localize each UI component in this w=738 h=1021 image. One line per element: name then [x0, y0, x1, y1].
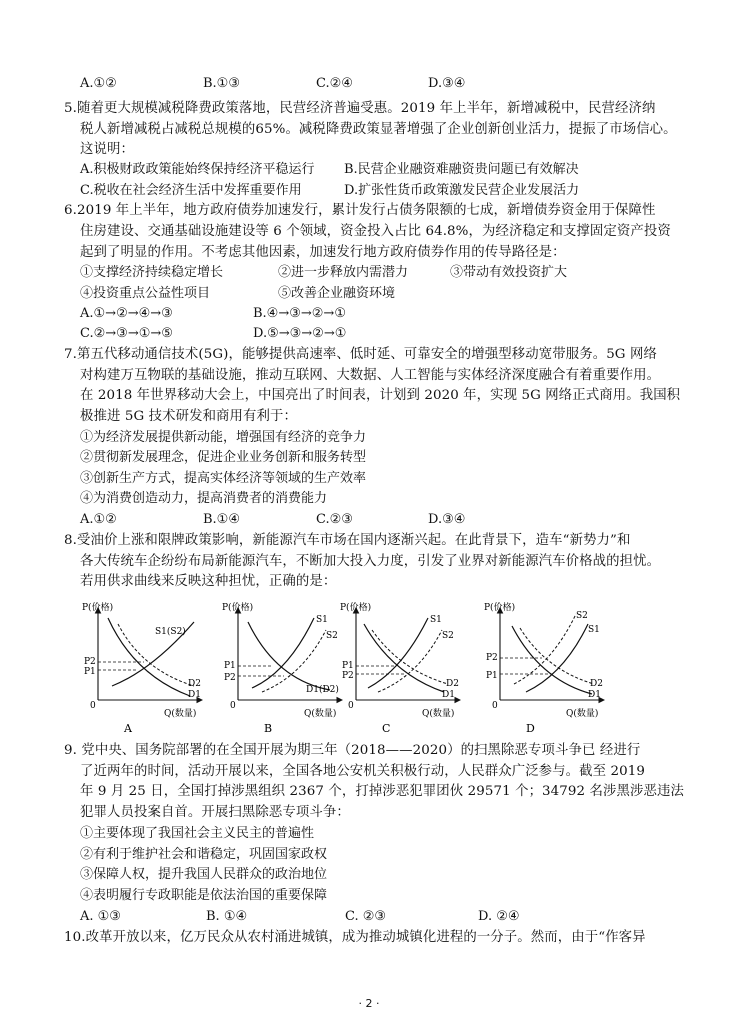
q7-item-4: ④为消费创造动力，提高消费者的消费能力	[80, 491, 328, 506]
price-label-top: P2	[84, 657, 96, 667]
supply-curve-s2	[262, 630, 326, 692]
price-label-bottom: P1	[486, 671, 498, 681]
q9-stem-line: 9. 党中央、国务院部署的在全国开展为期三年（2018——2020）的扫黑除恶专项斗争已 经进行	[64, 743, 641, 758]
q10-stem-line: 10.改革开放以来，亿万民众从农村涌进城镇，成为推动城镇化进程的一分子。然而，由于“作客异	[64, 930, 646, 945]
q6-item-2: ②进一步释放内需潜力	[278, 265, 409, 280]
supply-curve-s2	[514, 614, 576, 684]
q7-item-2: ②贯彻新发展理念，促进企业业务创新和服务转型	[80, 450, 367, 465]
d1-label: D1	[188, 690, 201, 700]
page-number: · 2 ·	[358, 997, 380, 1010]
chart-letter: A	[124, 722, 132, 735]
y-axis-label: P(价格)	[82, 603, 114, 613]
q6-item-5: ⑤改善企业融资环境	[278, 286, 396, 301]
q5-option-b: B.民营企业融资难融资贵问题已有效解决	[344, 162, 579, 177]
q5-stem-line: 这说明：	[80, 142, 134, 157]
s1-label: S1	[316, 615, 328, 625]
q9-option-d: D. ②④	[478, 909, 520, 924]
q7-stem-line: 极推进 5G 技术研发和商用有利于：	[80, 409, 297, 424]
q9-option-b: B. ①④	[206, 909, 248, 924]
q7-option-a: A.①②	[80, 512, 117, 527]
q5-option-d: D.扩张性货币政策激发民营企业发展活力	[344, 183, 580, 198]
price-label-bottom: P1	[84, 667, 96, 677]
q7-option-c: C.②③	[316, 512, 353, 527]
q9-item-1: ①主要体现了我国社会主义民主的普遍性	[80, 826, 315, 841]
supply-demand-chart-d	[484, 600, 654, 740]
q6-item-1: ①支撑经济持续稳定增长	[80, 265, 224, 280]
q7-item-1: ①为经济发展提供新动能，增强国有经济的竞争力	[80, 430, 367, 445]
q6-option-c: C.②→③→①→⑤	[80, 326, 173, 341]
price-label-top: P1	[224, 661, 236, 671]
chart-letter: B	[264, 722, 273, 735]
q9-item-3: ③保障人权，提升我国人民群众的政治地位	[80, 867, 328, 882]
y-axis-label: P(价格)	[484, 603, 516, 613]
demand-curve-d1	[512, 626, 592, 694]
price-label-bottom: P2	[342, 671, 354, 681]
q7-stem-line: 在 2018 年世界移动大会上，中国亮出了时间表，计划到 2020 年，实现 5G 网络正式商用。我国积	[80, 388, 681, 403]
demand-curve-d2	[520, 628, 594, 684]
origin-label: 0	[492, 701, 498, 711]
q7-item-3: ③创新生产方式，提高实体经济等领域的生产效率	[80, 471, 367, 486]
q8-stem-line: 各大传统车企纷纷布局新能源汽车，不断加大投入力度，引发了业界对新能源汽车价格战的担忧。	[80, 554, 661, 569]
d2-label: D2	[590, 679, 603, 689]
origin-label: 0	[348, 701, 354, 711]
q7-option-b: B.①④	[203, 512, 240, 527]
q9-stem-line: 犯罪人员投案自首。开展扫黑除恶专项斗争：	[80, 805, 350, 820]
origin-label: 0	[230, 701, 236, 711]
supply-curve-s1	[368, 618, 428, 688]
q6-stem-line: 住房建设、交通基础设施建设等 6 个领域，资金投入占比 64.8%，为经济稳定和支撑固定资产投资	[80, 224, 671, 239]
q5-stem-line: 税人新增减税占减税总规模的65%。减税降费政策显著增强了企业创新创业活力，提振了市场信心。	[80, 122, 677, 137]
q9-stem-line: 了近两年的时间，活动开展以来，全国各地公安机关积极行动，人民群众广泛参与。截至 2019	[80, 764, 645, 779]
d2-label: D2	[188, 679, 201, 689]
price-label-top: P2	[486, 653, 498, 663]
price-label-top: P1	[342, 661, 354, 671]
supply-label: S1(S2)	[155, 627, 186, 637]
d1-label: D1	[442, 690, 455, 700]
chart-letter: D	[526, 722, 535, 735]
x-axis-label: Q(数量)	[164, 709, 197, 719]
x-axis-label: Q(数量)	[566, 709, 599, 719]
q4-option-c: C.②④	[316, 76, 353, 91]
q9-stem-line: 年 9 月 25 日，全国打掉涉黑组织 2367 个，打掉涉恶犯罪团伙 29571 个；34792 名涉黑涉恶违法	[80, 784, 684, 799]
supply-curve-s1	[252, 618, 314, 688]
s1-label: S1	[588, 625, 600, 635]
x-axis-label: Q(数量)	[304, 709, 337, 719]
q4-option-a: A.①②	[80, 76, 117, 91]
q6-item-4: ④投资重点公益性项目	[80, 286, 211, 301]
d1-label: D1	[588, 690, 601, 700]
q7-stem-line: 对构建万互物联的基础设施，推动互联网、大数据、人工智能与实体经济深度融合有着重要作用。	[80, 368, 661, 383]
q7-option-d: D.③④	[428, 512, 466, 527]
q6-option-a: A.①→②→④→③	[80, 306, 173, 321]
q9-option-a: A. ①③	[80, 909, 121, 924]
s1-label: S1	[430, 615, 442, 625]
q9-item-4: ④表明履行专政职能是依法治国的重要保障	[80, 888, 328, 903]
q8-stem-line: 若用供求曲线来反映这种担忧，正确的是：	[80, 574, 337, 589]
s2-label: S2	[576, 611, 588, 621]
q4-option-b: B.①③	[203, 76, 240, 91]
y-axis-label: P(价格)	[340, 603, 372, 613]
demand-curve-d2	[372, 630, 448, 684]
q5-stem-line: 5.随着更大规模减税降费政策落地，民营经济普遍受惠。2019 年上半年，新增减税中，民营经济纳	[64, 101, 656, 116]
q6-item-3: ③带动有效投资扩大	[450, 265, 568, 280]
demand-label: D1(D2)	[306, 685, 339, 695]
q4-option-d: D.③④	[428, 76, 466, 91]
q7-stem-line: 7.第五代移动通信技术(5G)，能够提供高速率、低时延、可靠安全的增强型移动宽带服务。5G 网络	[64, 347, 657, 362]
q5-option-c: C.税收在社会经济生活中发挥重要作用	[80, 183, 302, 198]
q8-stem-line: 8.受油价上涨和限牌政策影响，新能源汽车市场在国内逐渐兴起。在此背景下，造车“新势力”和	[64, 533, 631, 548]
y-axis-label: P(价格)	[222, 603, 254, 613]
q6-option-b: B.④→③→②→①	[253, 306, 346, 321]
supply-curve-s2	[378, 630, 442, 692]
s2-label: S2	[326, 631, 338, 641]
price-label-bottom: P2	[224, 673, 236, 683]
q5-option-a: A.积极财政政策能始终保持经济平稳运行	[80, 162, 315, 177]
q6-stem-line: 6.2019 年上半年，地方政府债券加速发行，累计发行占债务限额的七成，新增债券资金用于保障性	[64, 203, 656, 218]
q9-item-2: ②有利于维护社会和谐稳定，巩固国家政权	[80, 847, 328, 862]
chart-letter: C	[382, 722, 391, 735]
x-axis-label: Q(数量)	[422, 709, 455, 719]
q6-option-d: D.⑤→③→②→①	[253, 326, 347, 341]
s2-label: S2	[442, 631, 454, 641]
origin-label: 0	[90, 701, 96, 711]
q6-stem-line: 起到了明显的作用。不考虑其他因素，加速发行地方政府债券作用的传导路径是：	[80, 245, 566, 260]
demand-curve	[248, 622, 330, 690]
demand-curve-d1	[364, 624, 444, 692]
q9-option-c: C. ②③	[345, 909, 387, 924]
d2-label: D2	[446, 679, 459, 689]
